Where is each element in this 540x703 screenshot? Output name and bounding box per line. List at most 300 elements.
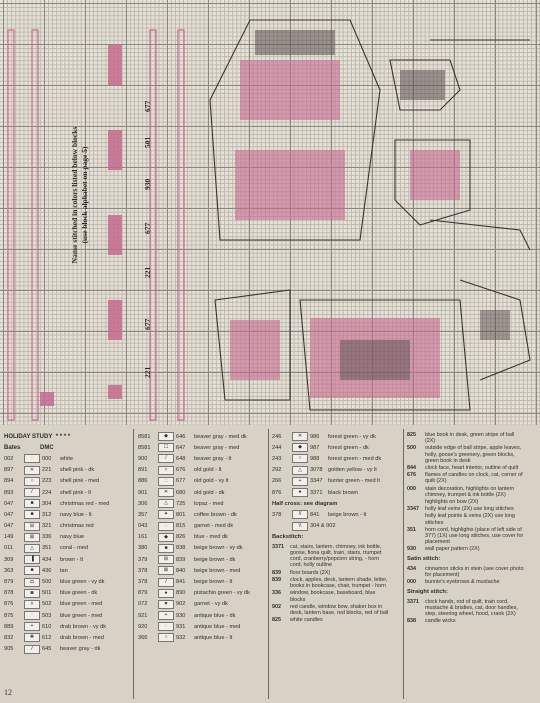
dmc-number: 610 [42, 623, 52, 630]
stitch-note [407, 546, 537, 552]
dmc-number: 676 [176, 467, 186, 474]
bates-number: 292 [272, 467, 282, 474]
key-row [4, 465, 132, 476]
side-number: 221 [143, 366, 152, 378]
color-name: garnet - med dk [194, 523, 234, 530]
color-name: shell pink - med [60, 478, 100, 485]
key-row [138, 554, 266, 565]
bates-number: 832 [4, 634, 14, 641]
divider [133, 429, 134, 699]
bates-number: 072 [138, 601, 148, 608]
bates-number: 897 [4, 467, 14, 474]
key-row [138, 465, 266, 476]
key-row [4, 588, 132, 599]
bates-number: 378 [138, 567, 148, 574]
stitch-note [272, 617, 400, 623]
divider [403, 429, 404, 699]
note-line-1: Name stitched in colors listed below blocks [70, 126, 79, 264]
key-column-4 [407, 431, 537, 625]
note-text: red candle, window bow, shaker box in desk, lantern base, red blocks, red of ball [290, 603, 389, 616]
stitch-symbol: ▐ [24, 555, 40, 564]
stitch-note [407, 599, 537, 618]
dmc-number: 839 [176, 556, 186, 563]
straight-heading: Straight stitch: [407, 589, 448, 596]
key-row [138, 576, 266, 587]
note-text: floor boards (2X) [290, 569, 331, 576]
note-text: outside edge of ball stripe, apple leaves, holly, goose's greenery, green blocks, green book in desk [425, 445, 522, 464]
stitch-symbol: / [24, 488, 40, 497]
color-name: old gold - dk [194, 489, 225, 496]
color-name: beaver gray - med [194, 444, 240, 451]
color-name: brown - lt [60, 556, 84, 563]
note-text: highlights on bow (2X) [425, 499, 479, 506]
color-name: blue green - vy dk [60, 579, 105, 586]
key-row [272, 476, 400, 487]
stitch-note [407, 499, 537, 505]
stitch-symbol: ■ [158, 544, 174, 553]
dmc-number: 3347 [310, 478, 323, 485]
stitch-note [272, 577, 400, 589]
key-row [272, 487, 400, 498]
dmc-number: 987 [310, 444, 320, 451]
note-text: horn cord, highlights (place of left side of 377) (1X) use long stitches, use cover for placement [425, 526, 524, 546]
color-name: antique blue - med [194, 623, 241, 630]
color-name: forest green - vy dk [328, 433, 376, 440]
dmc-number: 680 [176, 489, 186, 496]
dmc-number: 434 [407, 565, 416, 572]
dmc-number: 304 [42, 500, 52, 507]
dmc-number: 676 [407, 472, 416, 479]
dmc-number: 436 [42, 567, 52, 574]
dmc-number: 3347 [407, 506, 419, 513]
key-row [272, 453, 400, 464]
note-text: holly leaf veins (2X) use long stitches [425, 506, 514, 513]
key-row [138, 588, 266, 599]
stitch-symbol: ○ [292, 454, 308, 463]
bates-number: 043 [138, 523, 148, 530]
stitch-symbol: ● [292, 488, 308, 497]
stitch-note [272, 544, 400, 569]
color-name: golden yellow - vy lt [328, 467, 377, 474]
bates-number: 002 [4, 455, 14, 462]
bates-number: 378 [138, 579, 148, 586]
color-name: coral - med [60, 545, 88, 552]
dmc-number: 321 [42, 523, 52, 530]
note-text: cat, stairs, lantern, chimney, ink bottle, goose, fiona quilt, train, stairs, trumpet cord, cranberry/popcorn string, - horn cord, holly outline [290, 543, 382, 569]
dmc-number: 902 [176, 601, 186, 608]
color-name: beaver gray - med dk [194, 433, 247, 440]
dmc-number: 336 [272, 590, 281, 597]
key-row [4, 521, 132, 532]
dmc-number: 840 [176, 567, 186, 574]
dmc-number: 839 [272, 569, 281, 576]
note-text: clock hands, rod of quilt, train cord, mustache & bristles, cat, door handles, step, steering wheel, hood, crank (2X) [425, 598, 518, 618]
stitch-symbol: ◆ [158, 432, 174, 441]
key-row [4, 576, 132, 587]
dmc-number: 890 [176, 590, 186, 597]
key-row [138, 599, 266, 610]
note-line-2: (use block alphabet on page 5) [80, 146, 89, 244]
stitch-symbol: · [158, 522, 174, 531]
note-text: stain decoration, highlights on lantern chimney, trumpet & ink bottle (2X) [425, 485, 515, 498]
dmc-number: 825 [272, 617, 281, 624]
bates-number: 357 [138, 511, 148, 518]
dmc-number: 841 [310, 511, 320, 518]
key-row [138, 521, 266, 532]
bates-number: 905 [4, 646, 14, 653]
dmc-number: 351 [42, 545, 52, 552]
dmc-number: 825 [407, 432, 416, 438]
key-row [138, 431, 266, 442]
key-row [4, 644, 132, 655]
bates-number: 149 [4, 534, 14, 541]
color-name: beaver gray - lt [194, 455, 232, 462]
bates-number: 921 [138, 612, 148, 619]
bates-number: 879 [4, 579, 14, 586]
dmc-number: 801 [176, 511, 186, 518]
stitch-note [272, 604, 400, 616]
key-column-1 [4, 431, 132, 655]
stitch-note [407, 566, 537, 578]
side-number: 677 [143, 100, 152, 112]
note-text: blue book in desk, green stripe of ball (2X) [425, 432, 515, 445]
color-name: beige brown - vy dk [194, 545, 243, 552]
color-name: beige brown - lt [328, 511, 367, 518]
color-key [0, 425, 540, 703]
color-name: black brown [328, 489, 358, 496]
stitch-symbol: ▼ [158, 600, 174, 609]
color-name: christmas red [60, 523, 94, 530]
key-row [4, 453, 132, 464]
bates-number: 875 [4, 612, 14, 619]
key-row [4, 621, 132, 632]
key-row [138, 476, 266, 487]
stitch-note [407, 579, 537, 585]
stitch-symbol: // [292, 510, 308, 519]
stitch-symbol: · [24, 454, 40, 463]
stitch-symbol: ∴ [158, 477, 174, 486]
stitch-symbol: ⊞ [24, 522, 40, 531]
key-row [4, 509, 132, 520]
note-text: wall paper pattern (2X) [425, 546, 480, 553]
color-name: old gold - lt [194, 467, 222, 474]
stitch-note [407, 445, 537, 464]
side-number: 501 [143, 136, 152, 148]
stitch-symbol: ■ [24, 499, 40, 508]
bates-number: 306 [138, 500, 148, 507]
stitch-symbol: △ [24, 544, 40, 553]
note-text: cinnamon sticks in stein (see cover photo for placement) [425, 565, 524, 579]
dmc-number: 838 [176, 545, 186, 552]
bates-number: 891 [138, 467, 148, 474]
key-row [4, 543, 132, 554]
color-name: drab brown - vy dk [60, 623, 107, 630]
bates-number: 894 [4, 478, 14, 485]
note-text: bunnie's eyebrows & mustache [425, 579, 500, 586]
color-name: coffee brown - dk [194, 511, 237, 518]
key-row [138, 621, 266, 632]
note-text: window, bookcase, baseboard, blue blocks [290, 590, 376, 603]
bates-number: 246 [272, 433, 282, 440]
dmc-number: 931 [176, 623, 186, 630]
key-row [138, 543, 266, 554]
dmc-number: 646 [176, 433, 186, 440]
bates-number: 378 [272, 511, 282, 518]
key-header: Bates DMC [4, 444, 54, 451]
stitch-symbol: △ [158, 499, 174, 508]
dmc-number: 838 [407, 618, 416, 625]
bates-number: 243 [272, 455, 282, 462]
chart-vertical-note [70, 85, 90, 305]
dmc-number: 000 [42, 455, 52, 462]
bates-number: 8581 [138, 444, 151, 451]
color-name: blue green - med [60, 612, 103, 619]
color-name: beige brown - dk [194, 556, 236, 563]
dmc-number: 930 [407, 546, 416, 553]
stitch-symbol: / [24, 645, 40, 654]
bates-number: 309 [4, 556, 14, 563]
color-name: beaver gray - dk [60, 646, 101, 653]
dmc-number: 503 [42, 612, 52, 619]
stitch-note [407, 527, 537, 546]
stitch-note [407, 513, 537, 525]
bates-number: 161 [138, 534, 148, 541]
bates-number: 900 [138, 455, 148, 462]
stitch-symbol: + [24, 622, 40, 631]
dmc-number: 645 [42, 646, 52, 653]
divider [268, 429, 269, 699]
stitch-symbol: △ [292, 466, 308, 475]
stitch-note [407, 486, 537, 498]
bates-number: 876 [4, 601, 14, 608]
stitch-symbol: ✦ [158, 510, 174, 519]
dmc-number: 839 [272, 576, 281, 583]
bates-number: 876 [272, 489, 282, 496]
dmc-number: 3371 [272, 543, 284, 550]
color-name: shell pink - lt [60, 489, 92, 496]
stitch-symbol: ☐ [158, 443, 174, 452]
key-row [138, 632, 266, 643]
dmc-number: 986 [310, 433, 320, 440]
stitch-symbol: ■ [24, 566, 40, 575]
key-row [138, 453, 266, 464]
stitch-symbol: / [158, 578, 174, 587]
bates-number: 380 [138, 545, 148, 552]
stitch-symbol: ✕ [292, 432, 308, 441]
key-row [138, 498, 266, 509]
side-number: 930 [143, 178, 152, 190]
stitch-symbol: ○ [24, 477, 40, 486]
stitch-symbol: · [158, 622, 174, 631]
color-name: blue green - med [60, 601, 103, 608]
stitch-symbol: ✚ [24, 633, 40, 642]
dmc-number: 351 [407, 526, 416, 533]
stitch-symbol: ◙ [24, 589, 40, 598]
color-name: old gold - vy lt [194, 478, 229, 485]
color-name: tan [60, 567, 68, 574]
key-row [272, 442, 400, 453]
side-number: 677 [143, 222, 152, 234]
dmc-number: 500 [42, 579, 52, 586]
stitch-symbol: ● [158, 589, 174, 598]
dmc-number: 224 [42, 489, 52, 496]
note-text: white candles [290, 617, 323, 624]
color-name: blue - med dk [194, 534, 228, 541]
stitch-symbol: ○ [158, 633, 174, 642]
stitch-symbol: ✕ [24, 466, 40, 475]
stitch-note [272, 590, 400, 602]
key-row [138, 487, 266, 498]
half-cross-heading: Half cross: see diagram [272, 500, 338, 507]
stitch-symbol: ⊠ [24, 533, 40, 542]
bates-number: 879 [138, 590, 148, 597]
stitch-symbol: ≈ [158, 466, 174, 475]
stitch-symbol: ◊ [24, 600, 40, 609]
color-name: pistachio green - vy dk [194, 590, 250, 597]
key-row [4, 599, 132, 610]
dmc-number: 932 [176, 634, 186, 641]
bates-number: 379 [138, 556, 148, 563]
dmc-number: 312 [42, 511, 52, 518]
color-name: forest green - dk [328, 444, 369, 451]
stitch-symbol: · [24, 611, 40, 620]
bates-number: 893 [4, 489, 14, 496]
key-row [138, 442, 266, 453]
key-row [272, 509, 400, 520]
key-row [4, 565, 132, 576]
side-number: 221 [143, 266, 152, 278]
key-row [138, 532, 266, 543]
stitch-note [407, 432, 537, 444]
dmc-number: 501 [42, 590, 52, 597]
dmc-number: 902 [272, 603, 281, 610]
color-name: blue green - dk [60, 590, 98, 597]
page-number: 12 [4, 688, 12, 697]
dmc-number: 502 [42, 601, 52, 608]
color-name: beige brown - med [194, 567, 241, 574]
key-row [4, 476, 132, 487]
side-number: 677 [143, 318, 152, 330]
stitch-symbol: ◘ [24, 578, 40, 587]
color-name: drab brown - med [60, 634, 104, 641]
dmc-number: 000 [407, 579, 416, 586]
bates-number: 878 [4, 590, 14, 597]
dmc-number: 725 [176, 500, 186, 507]
bates-number: 266 [272, 478, 282, 485]
stitch-note [272, 570, 400, 576]
backstitch-heading: Backstitch: [272, 534, 304, 541]
dmc-number: 223 [42, 478, 52, 485]
dmc-number: 336 [42, 534, 52, 541]
dmc-number: 930 [176, 612, 186, 619]
stitch-symbol: \\ [292, 522, 308, 531]
dmc-number [407, 499, 425, 505]
stitch-note [407, 472, 537, 484]
bates-number: 886 [138, 478, 148, 485]
key-row [4, 632, 132, 643]
stitch-symbol: ■ [24, 510, 40, 519]
stitch-symbol: + [158, 611, 174, 620]
key-row [272, 521, 400, 532]
dmc-number: 841 [176, 579, 186, 586]
dmc-number: 434 [42, 556, 52, 563]
note-text: clock, apples, desk, lantern shade, letter, books in bookcase, chair, trumpet - horn [290, 576, 388, 590]
satin-heading: Satin stitch: [407, 556, 441, 563]
key-row [272, 431, 400, 442]
dmc-number: 815 [176, 523, 186, 530]
bates-number: 920 [138, 623, 148, 630]
bates-number: 366 [138, 634, 148, 641]
dmc-number: 3371 [407, 598, 419, 605]
key-column-3 [272, 431, 400, 624]
key-title: HOLIDAY STUDY * * * * [4, 433, 71, 440]
bates-number: 047 [4, 523, 14, 530]
key-row [4, 554, 132, 565]
color-name: navy blue - lt [60, 511, 92, 518]
color-name: antique blue - lt [194, 634, 233, 641]
bates-number: 8581 [138, 433, 151, 440]
bates-number: 901 [138, 489, 148, 496]
note-text: flames of candles on clock, cat, corner of quilt (2X) [425, 472, 523, 485]
note-text: clock face, heart interior, outline of quilt [425, 465, 519, 472]
bates-number: 011 [4, 545, 13, 552]
stitch-symbol: ⊠ [158, 566, 174, 575]
color-name: beige brown - lt [194, 579, 233, 586]
key-row [138, 565, 266, 576]
color-name: topaz - med [194, 500, 224, 507]
stitch-symbol: + [292, 477, 308, 486]
key-column-2 [138, 431, 266, 644]
key-row [4, 498, 132, 509]
stitch-symbol: ✕ [158, 488, 174, 497]
key-row [4, 532, 132, 543]
color-name: white [60, 455, 74, 462]
color-name: hunter green - med lt [328, 478, 380, 485]
dmc-number: 988 [310, 455, 320, 462]
dmc-number: 826 [176, 534, 186, 541]
bates-number: 363 [4, 567, 14, 574]
dmc-number: 304 & 902 [310, 523, 336, 530]
color-name: antique blue - dk [194, 612, 236, 619]
key-row [138, 509, 266, 520]
key-row [138, 610, 266, 621]
color-name: garnet - vy dk [194, 601, 228, 608]
color-name: christmas red - med [60, 500, 110, 507]
bates-number: 047 [4, 500, 14, 507]
color-name: shell pink - dk [60, 467, 95, 474]
stitch-note [407, 506, 537, 512]
dmc-number: 3371 [310, 489, 323, 496]
color-name: navy blue [60, 534, 84, 541]
dmc-number: 677 [176, 478, 186, 485]
note-text: candle wicks [425, 618, 456, 625]
stitch-symbol: ◆ [292, 443, 308, 452]
dmc-number: 844 [407, 465, 416, 472]
key-row [4, 487, 132, 498]
stitch-symbol: ◆ [158, 533, 174, 542]
key-row [4, 610, 132, 621]
dmc-number: 500 [407, 445, 416, 452]
stitch-symbol: / [158, 454, 174, 463]
stitch-note [407, 618, 537, 624]
stitch-symbol: ⊞ [158, 555, 174, 564]
stitch-note [407, 465, 537, 471]
bates-number: 047 [4, 511, 14, 518]
dmc-number: 221 [42, 467, 52, 474]
dmc-number [407, 513, 425, 525]
dmc-number: 648 [176, 455, 186, 462]
color-name: forest green - med dk [328, 455, 382, 462]
